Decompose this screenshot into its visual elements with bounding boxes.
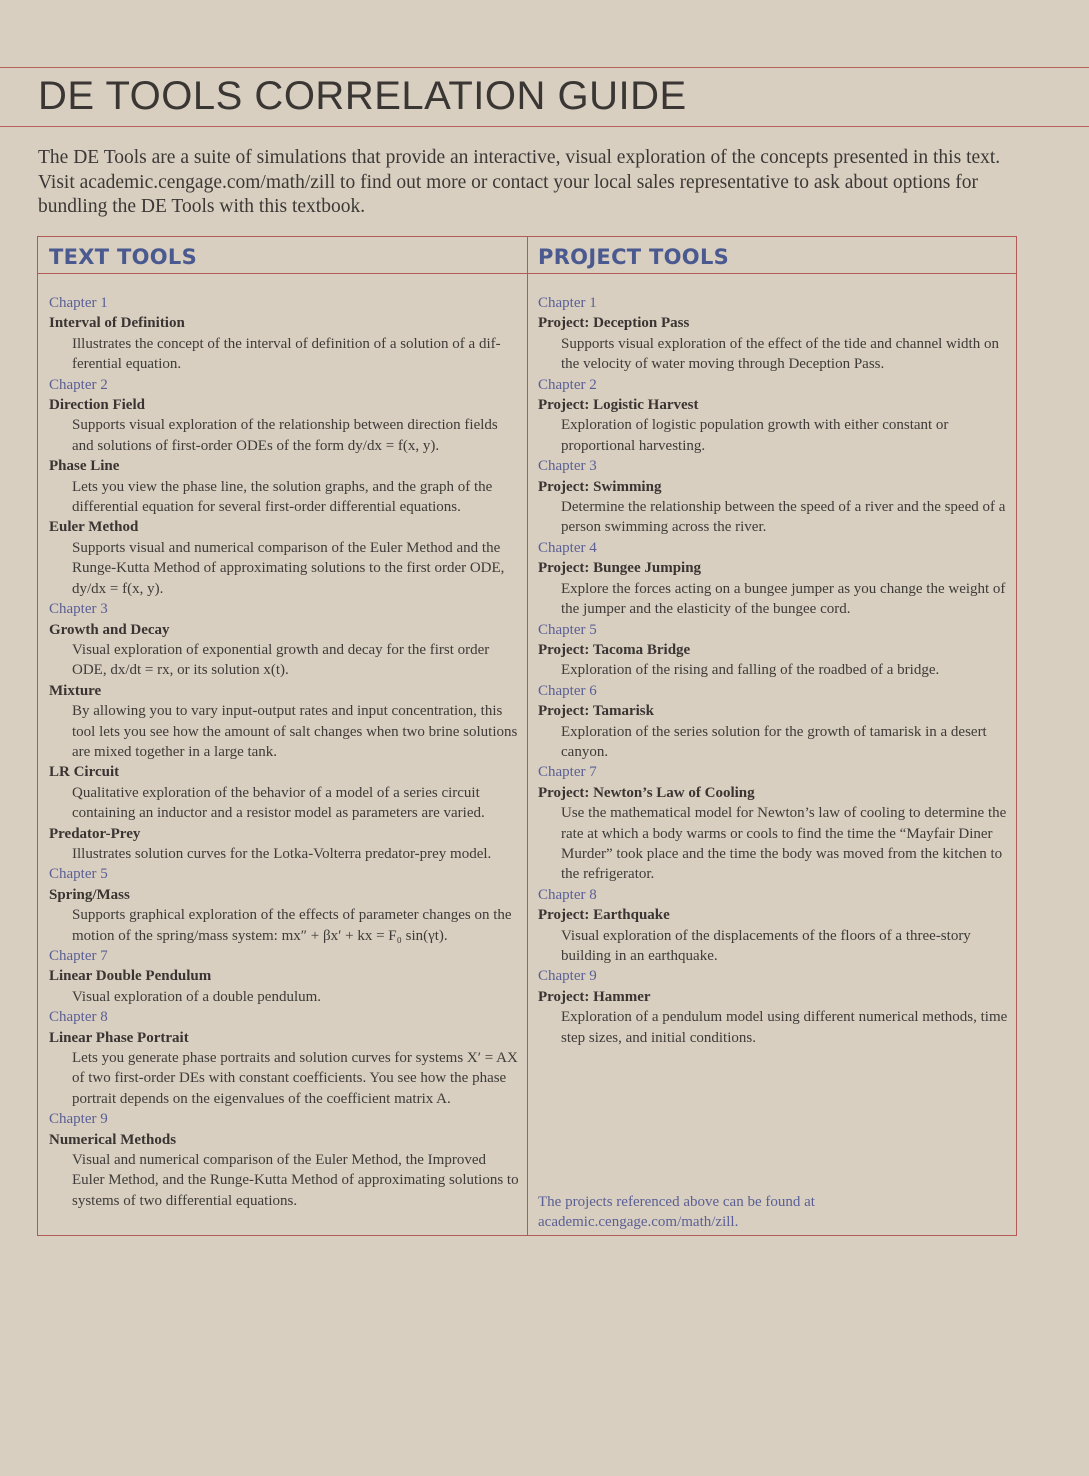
page-title: DE TOOLS CORRELATION GUIDE [38,74,687,118]
chapter-label: Chapter 9 [49,1111,108,1128]
tool-description: Supports visual exploration of the effect of the tide and channel width on the velocity of water moving through Deception Pass. [561,335,999,373]
tool-description: Use the mathematical model for Newton’s law of cooling to determine the rate at which a body warms or cools to find the time the “Mayfair Diner Murder” took place and the time the body was moved from the kitchen to the refrigerator. [561,805,1007,883]
tool-description: Supports visual and numerical comparison of the Euler Method and the Runge-Kutta Method of approximating solutions to the first order ODE, dy/dx = f(x, y). [72,539,505,597]
tool-name: Spring/Mass [49,886,130,903]
tool-description: By allowing you to vary input-output rates and input concentration, this tool lets you see how the amount of salt changes when two brine solutions are mixed together in a large tank. [72,703,518,760]
tool-name: Project: Logistic Harvest [538,397,699,414]
chapter-label: Chapter 7 [538,764,597,781]
tool-name: Phase Line [49,458,120,475]
tool-description: Lets you view the phase line, the solution graphs, and the graph of the differential equation for several first-order differential equations. [72,478,493,516]
chapter-label: Chapter 8 [538,886,597,903]
chapter-label: Chapter 3 [538,458,597,475]
tool-description: Visual exploration of a double pendulum. [72,988,322,1005]
tool-description: Exploration of the series solution for the growth of tamarisk in a desert canyon. [561,723,987,760]
header-rule [38,273,1016,274]
chapter-label: Chapter 5 [538,621,597,638]
chapter-label: Chapter 8 [49,1009,108,1026]
top-rule [0,67,1089,68]
project-tools-heading: PROJECT TOOLS [538,245,730,269]
projects-footer-note: The projects referenced above can be found at academic.cengage.com/math/zill. [538,1194,815,1231]
tool-name: Project: Deception Pass [538,315,690,332]
tool-name: Interval of Definition [49,315,185,332]
chapter-label: Chapter 7 [49,948,108,964]
tool-description: Exploration of logistic population growth with either constant or proportional harvesting. [561,417,949,454]
chapter-label: Chapter 6 [538,682,597,699]
tool-name: Project: Bungee Jumping [538,560,702,577]
tool-name: Project: Newton’s Law of Cooling [538,784,755,801]
chapter-label: Chapter 9 [538,968,597,985]
project-tools-column [538,293,1008,1048]
chapter-label: Chapter 2 [49,376,108,393]
chapter-label: Chapter 3 [49,601,108,618]
title-bottom-rule [0,126,1089,127]
tool-name: Project: Swimming [538,478,662,495]
tool-name: Linear Phase Portrait [49,1029,189,1046]
tool-description: Lets you generate phase portraits and solution curves for systems X′ = AX of two first-order DEs with constant coefficients. You see how the phase portrait depends on the eigenvalues of the coefficient matrix A. [72,1050,518,1107]
tool-name: Linear Double Pendulum [49,968,212,985]
tool-name: Mixture [49,682,102,699]
text-tools-heading: TEXT TOOLS [49,245,198,269]
tool-name: Project: Tacoma Bridge [538,641,691,658]
chapter-label: Chapter 1 [538,295,597,311]
column-divider [527,237,528,1235]
tool-description: Visual exploration of the displacements of the floors of a three-story building in an earthquake. [561,927,971,964]
tool-description: Visual and numerical comparison of the Euler Method, the Improved Euler Method, and the Runge-Kutta Method of approximating solutions to systems of two differential equations. [72,1152,519,1209]
tool-description: Exploration of a pendulum model using different numerical methods, time step sizes, and initial conditions. [561,1009,1008,1046]
tool-name: Project: Earthquake [538,907,670,924]
tool-description: Exploration of the rising and falling of the roadbed of a bridge. [561,662,940,679]
tool-description: Determine the relationship between the speed of a river and the speed of a person swimming across the river. [561,499,1006,536]
tool-description: Visual exploration of exponential growth and decay for the first order ODE, dx/dt = rx, or its solution x(t). [72,641,490,679]
tool-description: Explore the forces acting on a bungee jumper as you change the weight of the jumper and the elasticity of the bungee cord. [561,580,1006,618]
tool-name: Predator-Prey [49,825,141,842]
intro-paragraph: The DE Tools are a suite of simulations that provide an interactive, visual exploration of the concepts presented in this text. Visit academic.cengage.com/math/zill to find out more or contact your local sales representative to ask about options for bundling the DE Tools with this textbook. [38,147,1001,217]
tool-description: Supports visual exploration of the relationship between direction fields and solutions of first-order ODEs of the form dy/dx = f(x, y). [72,417,498,454]
tool-description: Qualitative exploration of the behavior of a model of a series circuit containing an inductor and a resistor model as parameters are varied. [72,784,485,822]
tool-name: Project: Tamarisk [538,703,654,720]
tool-name: LR Circuit [49,764,120,781]
tool-description: Illustrates solution curves for the Lotka-Volterra predator-prey model. [72,845,492,862]
tool-name: Growth and Decay [49,621,170,638]
tool-name: Numerical Methods [49,1131,177,1148]
tool-name: Direction Field [49,397,145,414]
correlation-table [37,236,1017,1236]
text-tools-column [49,293,519,1211]
tool-description: Supports graphical exploration of the effects of parameter changes on the motion of the spring/mass system: mx″ + βx′ + kx = F₀ sin(γt). [72,907,512,944]
tool-name: Euler Method [49,519,139,536]
tool-description: Illustrates the concept of the interval of definition of a solution of a dif-ferential equation. [72,335,501,373]
chapter-label: Chapter 5 [49,866,108,883]
chapter-label: Chapter 1 [49,295,108,311]
chapter-label: Chapter 2 [538,376,597,393]
chapter-label: Chapter 4 [538,539,597,556]
tool-name: Project: Hammer [538,988,651,1005]
